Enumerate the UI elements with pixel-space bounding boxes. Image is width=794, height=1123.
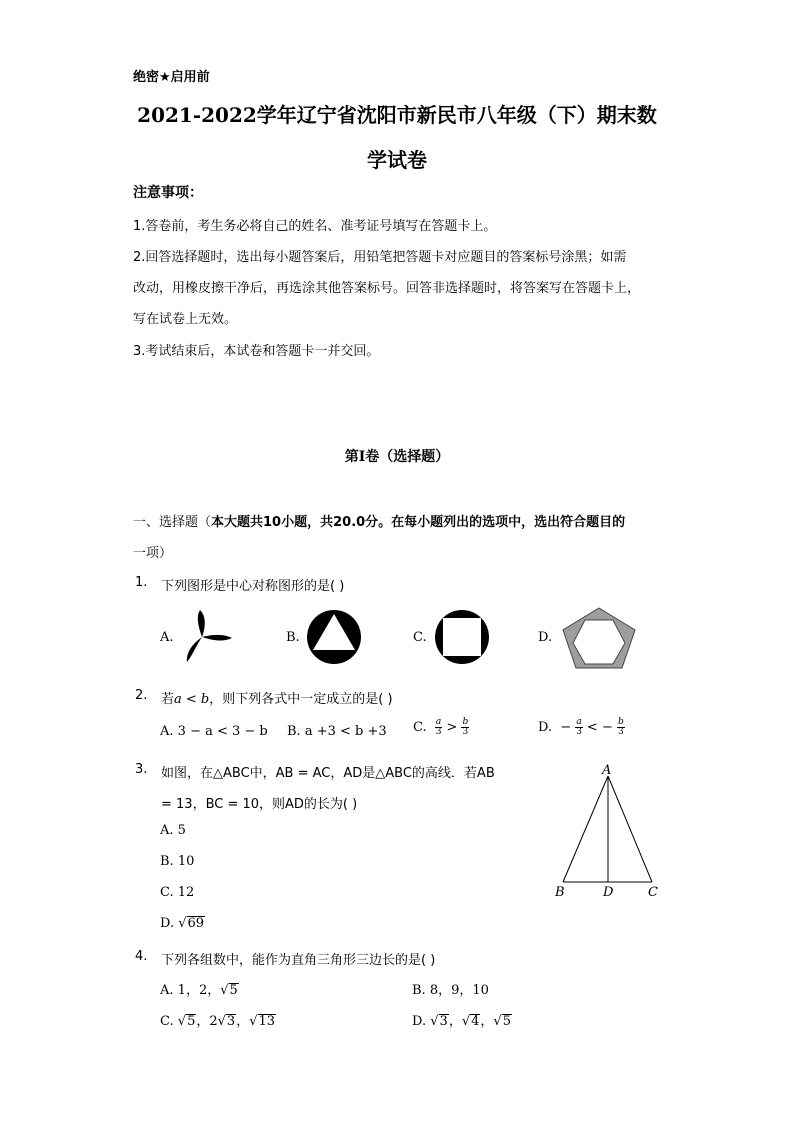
option-b: B. 8，9，10 bbox=[412, 983, 489, 998]
question-number: 2. bbox=[135, 688, 148, 703]
option-a: A. 3 − a < 3 − b bbox=[160, 724, 268, 739]
notice-line: 2.回答选择题时，选出每小题答案后，用铅笔把答题卡对应题目的答案标号涂黑；如需 bbox=[133, 250, 627, 265]
circle-square-figure bbox=[434, 609, 490, 665]
triangle-abc-figure bbox=[550, 760, 665, 900]
notice-line: 1.答卷前，考生务必将自己的姓名、准考证号填写在答题卡上。 bbox=[133, 219, 497, 234]
circle-triangle-figure bbox=[306, 609, 362, 665]
fraction: $\frac{a}{3}$ bbox=[576, 717, 582, 737]
question-stem: 下列图形是中心对称图形的是( ) bbox=[161, 579, 345, 594]
fraction: $\frac{b}{3}$ bbox=[462, 717, 469, 737]
option-d: D. √69 bbox=[160, 916, 205, 931]
option-label: D. bbox=[538, 630, 553, 645]
fraction: $\frac{a}{3}$ bbox=[435, 717, 442, 737]
question-stem-line2: = 13，BC = 10，则AD的长为( ) bbox=[161, 797, 358, 812]
option-b: B. a +3 < b +3 bbox=[287, 724, 387, 739]
question-stem: 下列各组数中，能作为直角三角形三边长的是( ) bbox=[161, 953, 436, 968]
question-number: 3. bbox=[135, 762, 148, 777]
notice-line: 写在试卷上无效。 bbox=[133, 312, 238, 327]
option-c: C. $\frac{a}{3}$ > $\frac{b}{3}$ bbox=[413, 717, 469, 737]
option-d: D. − $\frac{a}{3}$ < − $\frac{b}{3}$ bbox=[538, 717, 624, 737]
vertex-label-c: C bbox=[648, 885, 658, 900]
notice-heading: 注意事项： bbox=[133, 185, 203, 201]
section-heading: 一、选择题（本大题共10小题，共20.0分。在每小题列出的选项中，选出符合题目的 bbox=[133, 515, 626, 530]
option-a: A. 5 bbox=[160, 823, 186, 838]
exam-title-line2: 学试卷 bbox=[367, 148, 427, 172]
fraction: $\frac{b}{3}$ bbox=[617, 717, 624, 737]
exam-title-line1: 2021-2022学年辽宁省沈阳市新民市八年级（下）期末数 bbox=[137, 103, 657, 127]
sqrt: 69 bbox=[187, 916, 205, 931]
question-number: 4. bbox=[135, 949, 148, 964]
question-stem: 若a < b，则下列各式中一定成立的是( ) bbox=[161, 692, 393, 707]
vertex-label-b: B bbox=[555, 885, 565, 900]
option-b: B. 10 bbox=[160, 854, 195, 869]
notice-line: 改动，用橡皮擦干净后，再选涂其他答案标号。回答非选择题时，将答案写在答题卡上， bbox=[133, 281, 641, 296]
section-heading-line2: 一项） bbox=[133, 546, 173, 561]
pentagon-hexagon-figure bbox=[560, 606, 638, 670]
propeller-figure bbox=[180, 608, 236, 666]
notice-line: 3.考试结束后，本试卷和答题卡一并交回。 bbox=[133, 344, 380, 359]
option-c: C. 12 bbox=[160, 885, 195, 900]
option-c: C. √5，2√3，√13 bbox=[160, 1014, 276, 1029]
option-label: B. bbox=[286, 630, 300, 645]
question-number: 1. bbox=[135, 575, 148, 590]
vertex-label-a: A bbox=[602, 763, 612, 778]
option-a: A. 1，2，√5 bbox=[160, 983, 238, 998]
option-d: D. √3，√4，√5 bbox=[412, 1014, 511, 1029]
secret-label: 绝密★启用前 bbox=[133, 70, 210, 85]
point-label-d: D bbox=[603, 885, 614, 900]
option-label: C. bbox=[413, 630, 427, 645]
option-label: A. bbox=[160, 630, 174, 645]
part-title: 第I卷（选择题） bbox=[344, 449, 450, 465]
question-stem-line1: 如图，在△ABC中，AB = AC，AD是△ABC的高线．若AB bbox=[161, 766, 495, 781]
